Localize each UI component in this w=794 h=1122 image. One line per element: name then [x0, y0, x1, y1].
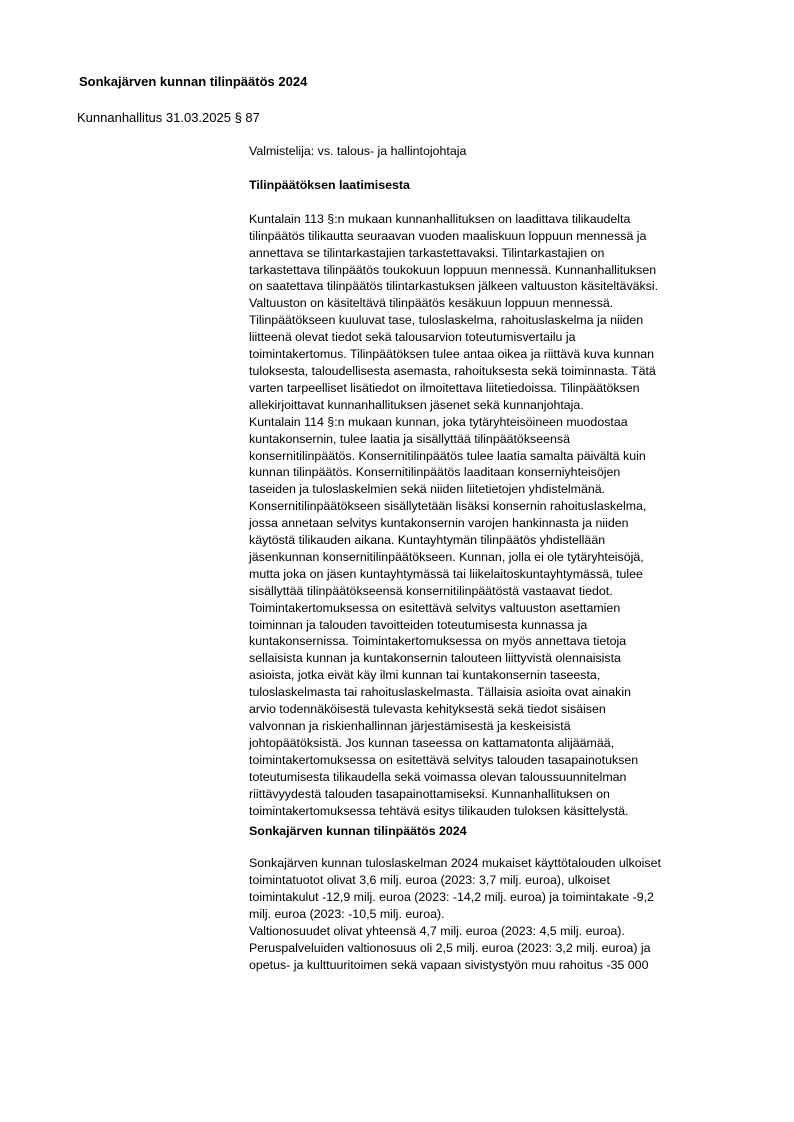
text-line: sellaisista kunnan ja kuntakonsernin talouteen liittyvistä olennaisista	[249, 651, 621, 666]
text-line: allekirjoittavat kunnanhallituksen jäsenet sekä kunnanjohtaja.	[249, 397, 584, 412]
text-line: arvio todennäköisestä tulevasta kehityksestä sekä tiedot sisäisen	[249, 702, 606, 717]
text-line: toimintakertomus. Tilinpäätöksen tulee antaa oikea ja riittävä kuva kunnan	[249, 347, 654, 362]
text-line: Kuntalain 114 §:n mukaan kunnan, joka tytäryhteisöineen muodostaa	[249, 414, 628, 429]
paragraph	[249, 600, 739, 820]
paragraph	[249, 211, 739, 312]
text-line: taseiden ja tuloslaskelmien sekä niiden liitetietojen yhdistelmänä.	[249, 482, 606, 497]
text-line: Kuntalain 113 §:n mukaan kunnanhallituksen on laadittava tilikaudelta	[249, 211, 631, 226]
text-line: Konsernitilinpäätökseen sisällytetään lisäksi konsernin rahoituslaskelma,	[249, 499, 647, 514]
paragraph	[249, 923, 739, 974]
text-line: riittävyydestä talouden tasapainottamiseksi. Kunnanhallituksen on	[249, 786, 610, 801]
text-line: toimintakulut -12,9 milj. euroa (2023: -14,2 milj. euroa) ja toimintakate -9,2	[249, 890, 654, 905]
text-line: tuloslaskelmasta tai rahoituslaskelmasta. Tällaisia asioita ovat ainakin	[249, 685, 632, 700]
paragraph	[249, 414, 739, 600]
text-line: Sonkajärven kunnan tuloslaskelman 2024 mukaiset käyttötalouden ulkoiset	[249, 856, 661, 871]
text-line: milj. euroa (2023: -10,5 milj. euroa).	[249, 907, 445, 922]
text-line: jossa annetaan selvitys kuntakonsernin varojen hankinnasta ja niiden	[249, 516, 629, 531]
text-line: on saatettava tilinpäätös tilintarkastuksen jälkeen valtuuston käsiteltäväksi.	[249, 279, 659, 294]
document-title: Sonkajärven kunnan tilinpäätös 2024	[79, 74, 308, 89]
text-line: kunnan tilinpäätös. Konsernitilinpäätös laaditaan konserniyhteisöjen	[249, 465, 621, 480]
text-line: konsernitilinpäätös. Konsernitilinpäätös tulee laatia samalta päivältä kuin	[249, 448, 646, 463]
text-line: toimintatuotot olivat 3,6 milj. euroa (2023: 3,7 milj. euroa), ulkoiset	[249, 873, 610, 888]
text-line: Tilinpäätökseen kuuluvat tase, tuloslaskelma, rahoituslaskelma ja niiden	[249, 313, 644, 328]
paragraph	[249, 312, 739, 413]
text-line: jäsenkunnan konsernitilinpäätökseen. Kunnan, jolla ei ole tytäryhteisöjä,	[249, 549, 644, 564]
text-line: Valtionosuudet olivat yhteensä 4,7 milj. euroa (2023: 4,5 milj. euroa).	[249, 923, 625, 938]
text-line: toimintakertomuksessa tehtävä esitys tilikauden tuloksen käsittelystä.	[249, 803, 629, 818]
text-line: mutta joka on jäsen kuntayhtymässä tai liikelaitoskuntayhtymässä, tulee	[249, 566, 643, 581]
text-line: johtopäätöksistä. Jos kunnan taseessa on kattamatonta alijäämää,	[249, 735, 615, 750]
text-line: kuntakonsernin, tulee laatia ja sisällyttää tilinpäätökseensä	[249, 431, 570, 446]
text-line: Toimintakertomuksessa on esitettävä selvitys valtuuston asettamien	[249, 600, 621, 615]
text-line: kuntakonsernissa. Toimintakertomuksessa on myös annettava tietoja	[249, 634, 627, 649]
text-line: asioista, jotka eivät käy ilmi kunnan tai kuntakonsernin taseesta,	[249, 668, 601, 683]
text-line: käytöstä tilikauden aikana. Kuntayhtymän tilinpäätös yhdistellään	[249, 533, 606, 548]
text-line: toteutumisesta tilikaudella sekä voimassa olevan taloussuunnitelman	[249, 769, 627, 784]
preparer-line: Valmistelija: vs. talous- ja hallintojohtaja	[249, 144, 467, 158]
section-heading-tilinpaatos-2024: Sonkajärven kunnan tilinpäätös 2024	[249, 824, 467, 839]
text-line: tuloksesta, taloudellisesta asemasta, rahoituksesta sekä toiminnasta. Tätä	[249, 363, 656, 378]
paragraph	[249, 855, 739, 923]
text-line: opetus- ja kulttuuritoimen sekä vapaan sivistystyön muu rahoitus -35 000	[249, 957, 649, 972]
text-line: Valtuuston on käsiteltävä tilinpäätös kesäkuun loppuun mennessä.	[249, 296, 614, 311]
meeting-reference: Kunnanhallitus 31.03.2025 § 87	[77, 110, 260, 125]
text-line: toimintakertomuksessa on esitettävä selvitys talouden tasapainotuksen	[249, 752, 639, 767]
text-line: Peruspalveluiden valtionosuus oli 2,5 milj. euroa (2023: 3,2 milj. euroa) ja	[249, 940, 651, 955]
section1-body	[249, 211, 739, 820]
main-column	[249, 143, 739, 974]
text-line: varten tarpeelliset lisätiedot on ilmoitettava liitetiedoissa. Tilinpäätöksen	[249, 380, 640, 395]
section2-body	[249, 855, 739, 973]
section-heading-tilinpaatoksen-laatimisesta: Tilinpäätöksen laatimisesta	[249, 177, 410, 192]
text-line: valvonnan ja riskienhallinnan järjestämisestä ja keskeisistä	[249, 719, 571, 733]
text-line: annettava se tilintarkastajien tarkastettavaksi. Tilintarkastajien on	[249, 245, 605, 260]
text-line: tilinpäätös tilikautta seuraavan vuoden maaliskuun loppuun mennessä ja	[249, 228, 647, 243]
text-line: toiminnan ja talouden tavoitteiden toteutumisesta kunnassa ja	[249, 617, 588, 632]
text-line: liitteenä olevat tiedot sekä talousarvion toteutumisvertailu ja	[249, 330, 576, 345]
text-line: tarkastettava tilinpäätös toukokuun loppuun mennessä. Kunnanhallituksen	[249, 262, 657, 277]
text-line: sisällyttää tilinpäätökseensä konsernitilinpäätöstä vastaavat tiedot.	[249, 583, 613, 598]
